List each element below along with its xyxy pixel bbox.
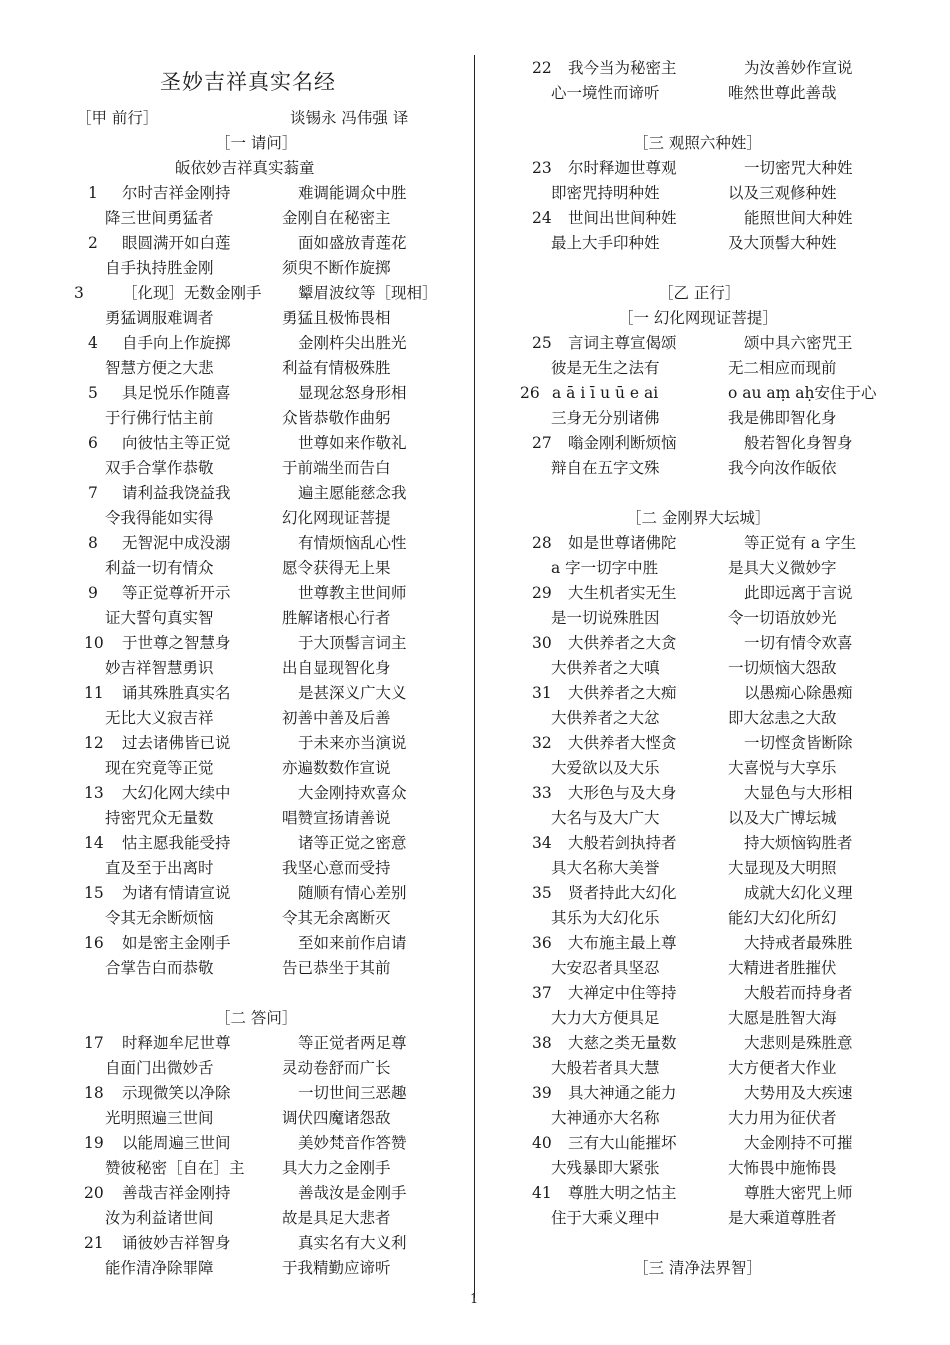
- verse-number: 36: [532, 934, 552, 952]
- verse-line: 最上大手印种姓: [551, 234, 660, 252]
- verse-line: 现在究竟等正觉: [105, 759, 214, 777]
- verse-line: 大禅定中住等持: [568, 984, 677, 1002]
- verse-number: 21: [84, 1234, 104, 1252]
- verse-line: o au aṃ aḥ安住于心: [728, 384, 877, 402]
- verse-line: 自面门出微妙舌: [105, 1059, 214, 1077]
- verse-line: 无二相应而现前: [728, 359, 837, 377]
- verse-line: 大愿是胜智大海: [728, 1009, 837, 1027]
- verse-line: 三有大山能摧坏: [568, 1134, 677, 1152]
- verse-line: 令其无余断烦恼: [105, 909, 214, 927]
- verse-line: 光明照遍三世间: [105, 1109, 214, 1127]
- verse-line: 大供养者之大忿: [551, 709, 660, 727]
- verse-line: 时释迦牟尼世尊: [122, 1034, 231, 1052]
- verse-number: 15: [84, 884, 104, 902]
- verse-line: 大安忍者具坚忍: [551, 959, 660, 977]
- verse-number: 12: [84, 734, 104, 752]
- verse-line: 大爱欲以及大乐: [551, 759, 660, 777]
- refuge-line: 皈依妙吉祥真实蓊童: [175, 159, 315, 177]
- verse-line: 至如来前作启请: [298, 934, 407, 952]
- verse-number: 34: [532, 834, 552, 852]
- verse-line: 灵动卷舒而广长: [282, 1059, 391, 1077]
- verse-number: 6: [88, 434, 98, 452]
- verse-line: 大喜悦与大享乐: [728, 759, 837, 777]
- verse-line: 于未来亦当演说: [298, 734, 407, 752]
- verse-line: 以及三观修种姓: [728, 184, 837, 202]
- verse-line: 大方便者大作业: [728, 1059, 837, 1077]
- verse-line: 如是密主金刚手: [122, 934, 231, 952]
- verse-line: 有情烦恼乱心性: [298, 534, 407, 552]
- sutra-title: 圣妙吉祥真实名经: [160, 70, 336, 94]
- verse-line: 持大烦恼钩胜者: [744, 834, 853, 852]
- part-label: ［甲 前行］: [76, 109, 159, 127]
- verse-line: 大力用为征伏者: [728, 1109, 837, 1127]
- verse-line: 以愚痴心除愚痴: [744, 684, 853, 702]
- verse-line: 大般若而持身者: [744, 984, 853, 1002]
- verse-line: 向彼怙主等正觉: [122, 434, 231, 452]
- verse-line: 我今当为秘密主: [568, 59, 677, 77]
- verse-number: 41: [532, 1184, 552, 1202]
- verse-line: 胜解诸根心行者: [282, 609, 391, 627]
- verse-line: 善哉汝是金刚手: [298, 1184, 407, 1202]
- part-heading: ［乙 正行］: [658, 284, 741, 302]
- verse-line: 大供养者之大嗔: [551, 659, 660, 677]
- verse-line: 大金刚持不可摧: [744, 1134, 853, 1152]
- verse-line: 即密咒持明种姓: [551, 184, 660, 202]
- verse-line: 尔时释迦世尊观: [568, 159, 677, 177]
- verse-line: 我坚心意而受持: [282, 859, 391, 877]
- verse-line: 诸等正觉之密意: [298, 834, 407, 852]
- section-heading: ［三 清净法界智］: [633, 1259, 762, 1277]
- verse-line: 自手向上作旋掷: [122, 334, 231, 352]
- verse-number: 23: [532, 159, 552, 177]
- verse-number: 31: [532, 684, 552, 702]
- verse-line: 大般若者具大慧: [551, 1059, 660, 1077]
- verse-line: 众皆恭敬作曲躬: [282, 409, 391, 427]
- verse-number: 4: [88, 334, 98, 352]
- verse-line: 于大顶髻言词主: [298, 634, 407, 652]
- verse-line: 令我得能如实得: [105, 509, 214, 527]
- verse-line: 大怖畏中施怖畏: [728, 1159, 837, 1177]
- verse-line: 世间出世间种姓: [568, 209, 677, 227]
- verse-line: 具大名称大美誉: [551, 859, 660, 877]
- verse-number: 8: [88, 534, 98, 552]
- verse-line: 降三世间勇猛者: [105, 209, 214, 227]
- verse-line: 大般若剑执持者: [568, 834, 677, 852]
- verse-number: 16: [84, 934, 104, 952]
- verse-line: 世尊教主世间师: [298, 584, 407, 602]
- column-divider: [474, 55, 475, 1298]
- verse-line: 利益有情极殊胜: [282, 359, 391, 377]
- verse-line: 大供养者之大痴: [568, 684, 677, 702]
- verse-line: 我今向汝作皈依: [728, 459, 837, 477]
- verse-line: 为汝善妙作宣说: [744, 59, 853, 77]
- verse-number: 22: [532, 59, 552, 77]
- verse-line: 于我精勤应谛听: [282, 1259, 391, 1277]
- verse-number: 11: [84, 684, 104, 702]
- verse-line: 其乐为大幻化乐: [551, 909, 660, 927]
- verse-line: 眼圆满开如白莲: [122, 234, 231, 252]
- verse-line: 一切密咒大种姓: [744, 159, 853, 177]
- verse-line: 无智泥中成没溺: [122, 534, 231, 552]
- verse-line: 诵彼妙吉祥智身: [122, 1234, 231, 1252]
- verse-line: 亦遍数数作宣说: [282, 759, 391, 777]
- verse-number: 27: [532, 434, 552, 452]
- verse-line: 大悲则是殊胜意: [744, 1034, 853, 1052]
- verse-line: 是具大义微妙字: [728, 559, 837, 577]
- verse-line: 以能周遍三世间: [122, 1134, 231, 1152]
- verse-line: 尔时吉祥金刚持: [122, 184, 231, 202]
- verse-line: 大供养者之大贪: [568, 634, 677, 652]
- verse-line: 大势用及大疾速: [744, 1084, 853, 1102]
- section-heading: ［二 金刚界大坛城］: [626, 509, 771, 527]
- verse-line: 大形色与及大身: [568, 784, 677, 802]
- verse-line: 令其无余离断灭: [282, 909, 391, 927]
- translators: 谈锡永 冯伟强 译: [290, 109, 409, 127]
- verse-line: 于世尊之智慧身: [122, 634, 231, 652]
- verse-line: 大显现及大明照: [728, 859, 837, 877]
- verse-line: 一切有情令欢喜: [744, 634, 853, 652]
- page-number: 1: [470, 1292, 479, 1307]
- verse-line: 大布施主最上尊: [568, 934, 677, 952]
- verse-number: 19: [84, 1134, 104, 1152]
- verse-line: 等正觉有 a 字生: [744, 534, 857, 552]
- section-heading: ［一 幻化网现证菩提］: [618, 309, 778, 327]
- verse-line: 大精进者胜摧伏: [728, 959, 837, 977]
- verse-line: 过去诸佛皆已说: [122, 734, 231, 752]
- verse-line: 贤者持此大幻化: [568, 884, 677, 902]
- verse-number: 14: [84, 834, 104, 852]
- verse-line: 言词主尊宣偈颂: [568, 334, 677, 352]
- verse-number: 40: [532, 1134, 552, 1152]
- verse-number: 32: [532, 734, 552, 752]
- verse-line: 心一境性而谛听: [551, 84, 660, 102]
- verse-line: 一切世间三恶趣: [298, 1084, 407, 1102]
- verse-line: 唱赞宣扬请善说: [282, 809, 391, 827]
- verse-line: 难调能调众中胜: [298, 184, 407, 202]
- verse-line: 告已恭坐于其前: [282, 959, 391, 977]
- verse-number: 29: [532, 584, 552, 602]
- verse-line: 大慈之类无量数: [568, 1034, 677, 1052]
- verse-line: 尊胜大密咒上师: [744, 1184, 853, 1202]
- verse-line: 须臾不断作旋掷: [282, 259, 391, 277]
- verse-line: 世尊如来作敬礼: [298, 434, 407, 452]
- verse-line: ［化现］无数金刚手: [122, 284, 262, 302]
- verse-number: 33: [532, 784, 552, 802]
- verse-line: 具大神通之能力: [568, 1084, 677, 1102]
- verse-line: 具大力之金刚手: [282, 1159, 391, 1177]
- verse-line: 大残暴即大紧张: [551, 1159, 660, 1177]
- verse-number: 13: [84, 784, 104, 802]
- verse-line: 一切烦恼大怨敌: [728, 659, 837, 677]
- verse-line: 勇猛且极怖畏相: [282, 309, 391, 327]
- verse-line: 自手执持胜金刚: [105, 259, 214, 277]
- verse-line: 如是世尊诸佛陀: [568, 534, 677, 552]
- verse-number: 1: [88, 184, 98, 202]
- verse-number: 39: [532, 1084, 552, 1102]
- verse-line: 持密咒众无量数: [105, 809, 214, 827]
- verse-line: 大力大方便具足: [551, 1009, 660, 1027]
- verse-line: 随顺有情心差别: [298, 884, 407, 902]
- verse-line: 证大誓句真实智: [105, 609, 214, 627]
- verse-line: 出自显现智化身: [282, 659, 391, 677]
- verse-line: 是大乘道尊胜者: [728, 1209, 837, 1227]
- verse-line: 于前端坐而告白: [282, 459, 391, 477]
- verse-number: 9: [88, 584, 98, 602]
- verse-line: 金刚自在秘密主: [282, 209, 391, 227]
- verse-line: 请利益我饶益我: [122, 484, 231, 502]
- verse-line: 智慧方便之大悲: [105, 359, 214, 377]
- verse-line: 大供养者大悭贪: [568, 734, 677, 752]
- verse-line: 具足悦乐作随喜: [122, 384, 231, 402]
- verse-line: 能照世间大种姓: [744, 209, 853, 227]
- verse-line: 是甚深义广大义: [298, 684, 407, 702]
- verse-line: 汝为利益诸世间: [105, 1209, 214, 1227]
- verse-line: 大生机者实无生: [568, 584, 677, 602]
- verse-line: 妙吉祥智慧勇识: [105, 659, 214, 677]
- verse-line: 我是佛即智化身: [728, 409, 837, 427]
- verse-line: 美妙梵音作答赞: [298, 1134, 407, 1152]
- verse-line: 以及大广博坛城: [728, 809, 837, 827]
- verse-number: 37: [532, 984, 552, 1002]
- verse-line: 真实名有大义利: [298, 1234, 407, 1252]
- verse-line: 及大顶髻大种姓: [728, 234, 837, 252]
- verse-line: 双手合掌作恭敬: [105, 459, 214, 477]
- verse-line: 三身无分别诸佛: [551, 409, 660, 427]
- verse-number: 35: [532, 884, 552, 902]
- verse-line: 大金刚持欢喜众: [298, 784, 407, 802]
- verse-number: 18: [84, 1084, 104, 1102]
- verse-number: 25: [532, 334, 552, 352]
- verse-line: 唯然世尊此善哉: [728, 84, 837, 102]
- verse-line: 故是具足大悲者: [282, 1209, 391, 1227]
- verse-line: 成就大幻化义理: [744, 884, 853, 902]
- verse-line: 尊胜大明之怙主: [568, 1184, 677, 1202]
- verse-line: 彼是无生之法有: [551, 359, 660, 377]
- verse-line: 住于大乘义理中: [551, 1209, 660, 1227]
- verse-line: a 字一切字中胜: [551, 559, 659, 577]
- verse-line: 大神通亦大名称: [551, 1109, 660, 1127]
- verse-line: 利益一切有情众: [105, 559, 214, 577]
- verse-line: a ā i ī u ū e ai: [552, 384, 659, 402]
- verse-line: 怙主愿我能受持: [122, 834, 231, 852]
- verse-line: 赞彼秘密［自在］主: [105, 1159, 245, 1177]
- verse-line: 面如盛放青莲花: [298, 234, 407, 252]
- verse-number: 38: [532, 1034, 552, 1052]
- verse-line: 大名与及大广大: [551, 809, 660, 827]
- verse-number: 20: [84, 1184, 104, 1202]
- verse-number: 26: [520, 384, 540, 402]
- verse-number: 7: [88, 484, 98, 502]
- verse-line: 大幻化网大续中: [122, 784, 231, 802]
- verse-line: 等正觉尊祈开示: [122, 584, 231, 602]
- verse-line: 辩自在五字文殊: [551, 459, 660, 477]
- verse-line: 为诸有情请宣说: [122, 884, 231, 902]
- verse-number: 2: [88, 234, 98, 252]
- verse-line: 大持戒者最殊胜: [744, 934, 853, 952]
- verse-line: 善哉吉祥金刚持: [122, 1184, 231, 1202]
- verse-line: 直及至于出离时: [105, 859, 214, 877]
- verse-number: 10: [84, 634, 104, 652]
- verse-line: 能作清净除罪障: [105, 1259, 214, 1277]
- verse-number: 24: [532, 209, 552, 227]
- verse-line: 愿令获得无上果: [282, 559, 391, 577]
- verse-line: 嗡金刚利断烦恼: [568, 434, 677, 452]
- verse-line: 勇猛调服难调者: [105, 309, 214, 327]
- verse-line: 能幻大幻化所幻: [728, 909, 837, 927]
- verse-line: 初善中善及后善: [282, 709, 391, 727]
- verse-number: 28: [532, 534, 552, 552]
- verse-number: 5: [88, 384, 98, 402]
- section-heading: ［二 答问］: [215, 1009, 298, 1027]
- verse-line: 即大忿恚之大敌: [728, 709, 837, 727]
- verse-line: 遍主愿能慈念我: [298, 484, 407, 502]
- verse-line: 颂中具六密咒王: [744, 334, 853, 352]
- verse-line: 诵其殊胜真实名: [122, 684, 231, 702]
- verse-number: 30: [532, 634, 552, 652]
- verse-number: 17: [84, 1034, 104, 1052]
- section-heading: ［三 观照六种姓］: [633, 134, 762, 152]
- verse-line: 颦眉波纹等［现相］: [298, 284, 438, 302]
- verse-line: 一切悭贪皆断除: [744, 734, 853, 752]
- verse-line: 显现忿怒身形相: [298, 384, 407, 402]
- verse-number: 3: [74, 284, 84, 302]
- verse-line: 是一切说殊胜因: [551, 609, 660, 627]
- verse-line: 调伏四魔诸怨敌: [282, 1109, 391, 1127]
- verse-line: 合掌告白而恭敬: [105, 959, 214, 977]
- verse-line: 此即远离于言说: [744, 584, 853, 602]
- verse-line: 幻化网现证菩提: [282, 509, 391, 527]
- verse-line: 于行佛行怙主前: [105, 409, 214, 427]
- verse-line: 令一切语放妙光: [728, 609, 837, 627]
- verse-line: 般若智化身智身: [744, 434, 853, 452]
- verse-line: 无比大义寂吉祥: [105, 709, 214, 727]
- verse-line: 金刚杵尖出胜光: [298, 334, 407, 352]
- verse-line: 等正觉者两足尊: [298, 1034, 407, 1052]
- verse-line: 大显色与大形相: [744, 784, 853, 802]
- section-heading: ［一 请问］: [215, 134, 298, 152]
- verse-line: 示现微笑以净除: [122, 1084, 231, 1102]
